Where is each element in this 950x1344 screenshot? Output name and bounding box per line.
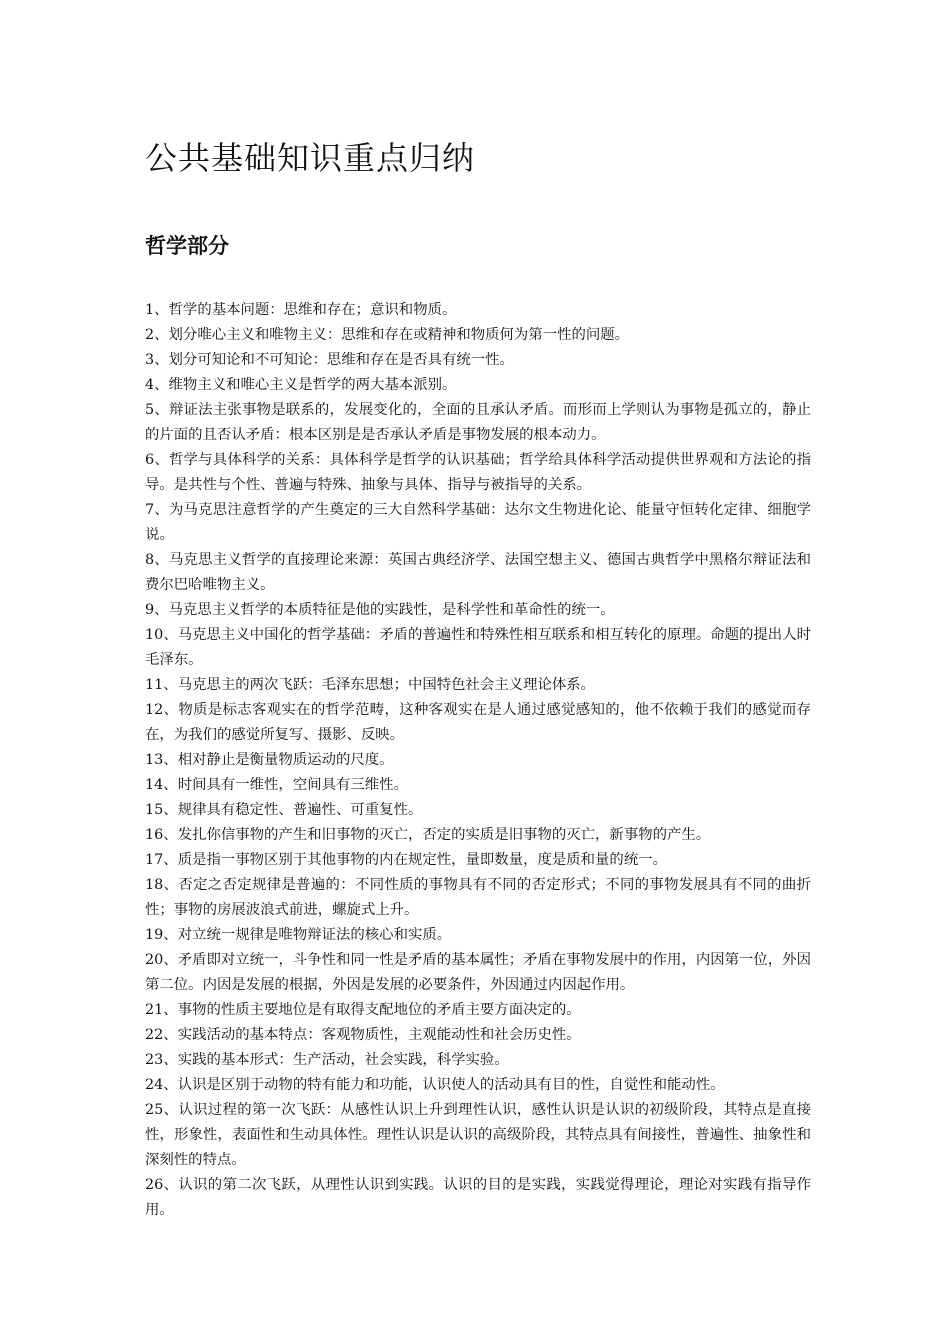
- list-item: 12、物质是标志客观实在的哲学范畴，这种客观实在是人通过感觉感知的，他不依赖于我们的感觉而存在，为我们的感觉所复写、摄影、反映。: [145, 702, 811, 743]
- list-item: 23、实践的基本形式：生产活动，社会实践，科学实验。: [145, 1052, 509, 1068]
- list-item: 13、相对静止是衡量物质运动的尺度。: [145, 752, 394, 768]
- section-heading-philosophy: 哲学部分: [145, 234, 229, 258]
- list-item: 26、认识的第二次飞跃，从理性认识到实践。认识的目的是实践，实践觉得理论，理论对实践有指导作用。: [145, 1177, 811, 1218]
- list-item: 17、质是指一事物区别于其他事物的内在规定性，量即数量，度是质和量的统一。: [145, 852, 667, 868]
- list-item: 10、马克思主义中国化的哲学基础：矛盾的普遍性和特殊性相互联系和相互转化的原理。命题的提出人时毛泽东。: [145, 627, 811, 668]
- list-item: 4、维物主义和唯心主义是哲学的两大基本派别。: [145, 377, 457, 393]
- list-item: 9、马克思主义哲学的本质特征是他的实践性，是科学性和革命性的统一。: [145, 602, 615, 618]
- list-item: 6、哲学与具体科学的关系：具体科学是哲学的认识基础；哲学给具体科学活动提供世界观和方法论的指导。是共性与个性、普遍与特殊、抽象与具体、指导与被指导的关系。: [145, 452, 811, 493]
- list-item: 8、马克思主义哲学的直接理论来源：英国古典经济学、法国空想主义、德国古典哲学中黑格尔辩证法和费尔巴哈唯物主义。: [145, 552, 811, 593]
- list-item: 25、认识过程的第一次飞跃：从感性认识上升到理性认识，感性认识是认识的初级阶段，其特点是直接性，形象性，表面性和生动具体性。理性认识是认识的高级阶段，其特点具有间接性，普遍性、抽象性和深刻性的特点。: [145, 1102, 811, 1168]
- list-item: 21、事物的性质主要地位是有取得支配地位的矛盾主要方面决定的。: [145, 1002, 581, 1018]
- list-item: 2、划分唯心主义和唯物主义：思维和存在或精神和物质何为第一性的问题。: [145, 327, 630, 343]
- document-title: 公共基础知识重点归纳: [145, 139, 476, 177]
- list-item: 24、认识是区别于动物的特有能力和功能，认识使人的活动具有目的性，自觉性和能动性。: [145, 1077, 725, 1093]
- knowledge-point-list: [145, 298, 811, 1223]
- list-item: 11、马克思主的两次飞跃：毛泽东思想；中国特色社会主义理论体系。: [145, 677, 596, 693]
- list-item: 22、实践活动的基本特点：客观物质性，主观能动性和社会历史性。: [145, 1027, 581, 1043]
- list-item: 5、辩证法主张事物是联系的，发展变化的，全面的且承认矛盾。而形而上学则认为事物是孤立的，静止的片面的且否认矛盾：根本区别是是否承认矛盾是事物发展的根本动力。: [145, 402, 811, 443]
- list-item: 7、为马克思注意哲学的产生奠定的三大自然科学基础：达尔文生物进化论、能量守恒转化定律、细胞学说。: [145, 502, 811, 543]
- list-item: 15、规律具有稳定性、普遍性、可重复性。: [145, 802, 423, 818]
- list-item: 14、时间具有一维性，空间具有三维性。: [145, 777, 408, 793]
- list-item: 19、对立统一规律是唯物辩证法的核心和实质。: [145, 927, 452, 943]
- list-item: 1、哲学的基本问题：思维和存在；意识和物质。: [145, 302, 457, 318]
- list-item: 20、矛盾即对立统一，斗争性和同一性是矛盾的基本属性；矛盾在事物发展中的作用，内因第一位，外因第二位。内因是发展的根据，外因是发展的必要条件，外因通过内因起作用。: [145, 952, 811, 993]
- list-item: 16、发扎你信事物的产生和旧事物的灭亡，否定的实质是旧事物的灭亡，新事物的产生。: [145, 827, 711, 843]
- list-item: 18、否定之否定规律是普遍的：不同性质的事物具有不同的否定形式；不同的事物发展具有不同的曲折性；事物的房展波浪式前进，螺旋式上升。: [145, 877, 811, 918]
- list-item: 3、划分可知论和不可知论：思维和存在是否具有统一性。: [145, 352, 514, 368]
